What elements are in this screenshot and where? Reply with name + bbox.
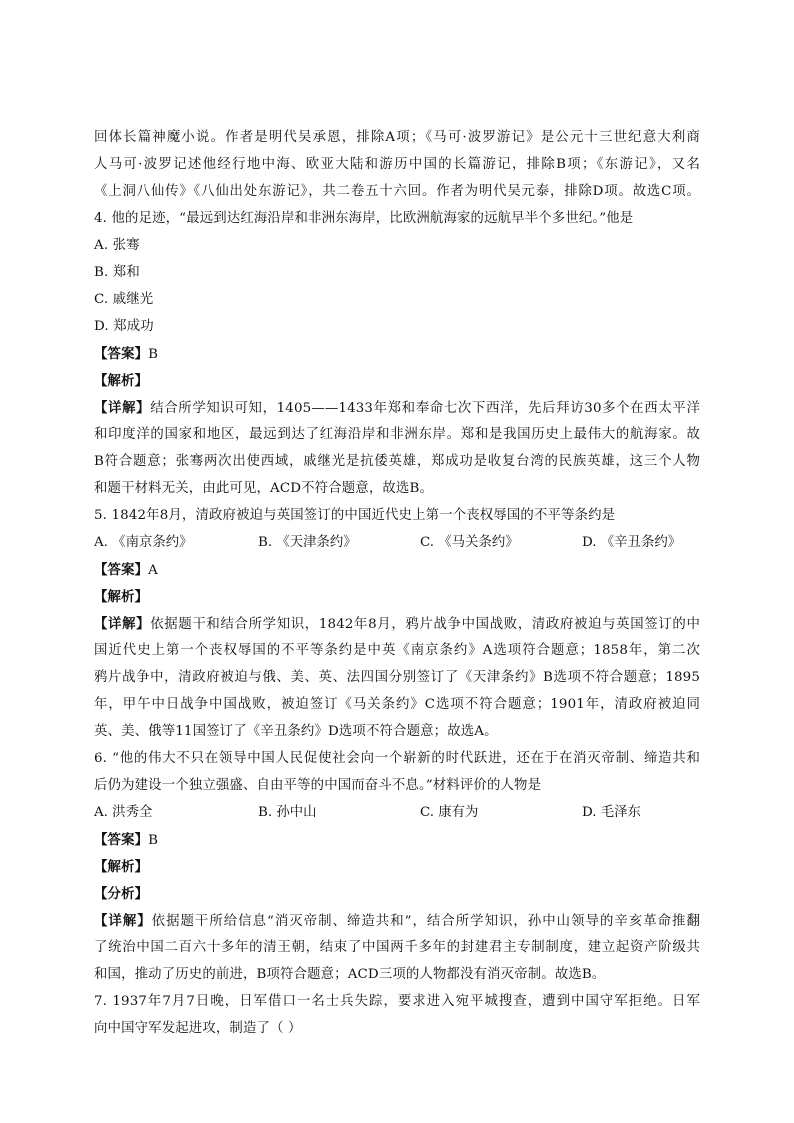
question-6-stem-line-1: 6. “他的伟大不只在领导中国人民促使社会向一个崭新的时代跃进，还在于在消灭帝制、缔造共和 <box>94 751 700 766</box>
text-line: 回体长篇神魔小说。作者是明代吴承恩，排除A项；《马可·波罗游记》是公元十三世纪意大利商 <box>94 130 700 145</box>
question-6-stem-line-2: 后仍为建设一个独立强盛、自由平等的中国而奋斗不息。”材料评价的人物是 <box>94 778 542 793</box>
q5-detail-line-1 <box>94 614 700 635</box>
q4-detail-line-2: 和印度洋的国家和地区，最远到达了红海沿岸和非洲东岸。郑和是我国历史上最伟大的航海家。故 <box>94 427 700 442</box>
q6-analysis-tag: 【解析】 <box>94 859 149 875</box>
answer-value: B <box>148 347 159 362</box>
q5-option-b: B. 《天津条约》 <box>258 535 357 550</box>
q5-option-a: A. 《南京条约》 <box>94 535 193 550</box>
q4-analysis-tag: 【解析】 <box>94 373 149 389</box>
q6-detail-line-1 <box>94 911 700 932</box>
q4-detail-line-3: B符合题意；张骞两次出使西域，戚继光是抗倭英雄，郑成功是收复台湾的民族英雄，这三个人物 <box>94 454 700 469</box>
q5-detail-line-5: 英、美、俄等11国签订了《辛丑条约》D选项不符合题意；故选A。 <box>94 724 498 739</box>
answer-tag: 【答案】 <box>94 562 149 578</box>
question-4-stem: 4. 他的足迹，“最远到达红海沿岸和非洲东海岸，比欧洲航海家的远航早半个多世纪。”他是 <box>94 211 634 226</box>
q5-detail-line-4: 年，甲午中日战争中国战败，被迫签订《马关条约》C选项不符合题意；1901年，清政府被迫同 <box>94 697 700 712</box>
q5-option-c: C. 《马关条约》 <box>420 535 519 550</box>
q4-option-b: B. 郑和 <box>94 265 140 280</box>
q6-option-b: B. 孙中山 <box>258 805 317 820</box>
answer-value: A <box>148 563 158 578</box>
answer-tag: 【答案】 <box>94 832 149 848</box>
q6-fenxi-tag: 【分析】 <box>94 886 149 902</box>
q4-option-d: D. 郑成功 <box>94 319 154 334</box>
text-line: 人马可·波罗记述他经行地中海、欧亚大陆和游历中国的长篇游记，排除B项；《东游记》，又名 <box>94 157 700 172</box>
text-line: 《上洞八仙传》《八仙出处东游记》，共二卷五十六回。作者为明代吴元泰，排除D项。故选C项。 <box>94 184 700 199</box>
detail-tag: 【详解】 <box>94 913 152 929</box>
q5-options <box>94 533 700 553</box>
q4-detail-line-4: 和题干材料无关，由此可见，ACD不符合题意，故选B。 <box>94 481 433 496</box>
detail-tag: 【详解】 <box>94 400 151 416</box>
question-7-stem-line-1: 7. 1937年7月7日晚，日军借口一名士兵失踪，要求进入宛平城搜查，遭到中国守军拒绝。日军 <box>94 994 700 1009</box>
q6-detail-line-3: 和国，推动了历史的前进，B项符合题意；ACD三项的人物都没有消灭帝制。故选B。 <box>94 967 606 982</box>
q5-detail-line-2: 国近代史上第一个丧权辱国的不平等条约是中英《南京条约》A选项符合题意；1858年，第二次 <box>94 643 700 658</box>
q5-answer <box>94 560 700 581</box>
q6-option-c: C. 康有为 <box>420 805 479 820</box>
question-7-stem-line-2: 向中国守军发起进攻，制造了（ ） <box>94 1021 302 1036</box>
detail-text: 依据题干和结合所学知识，1842年8月，鸦片战争中国战败，清政府被迫与英国签订的中 <box>150 617 700 632</box>
q6-option-a: A. 洪秀全 <box>94 805 153 820</box>
q6-answer <box>94 830 700 851</box>
q4-answer <box>94 344 700 365</box>
q5-detail-line-3: 鸦片战争中，清政府被迫与俄、美、英、法四国分别签订了《天津条约》B选项不符合题意；1895 <box>94 670 700 685</box>
q5-option-d: D. 《辛丑条约》 <box>582 535 682 550</box>
detail-tag: 【详解】 <box>94 616 151 632</box>
q5-analysis-tag: 【解析】 <box>94 589 149 605</box>
detail-text: 依据题干所给信息“消灭帝制、缔造共和”，结合所学知识，孙中山领导的辛亥革命推翻 <box>151 914 700 929</box>
q4-option-c: C. 戚继光 <box>94 292 154 307</box>
q6-detail-line-2: 了统治中国二百六十多年的清王朝，结束了中国两千多年的封建君主专制制度，建立起资产阶级共 <box>94 940 700 955</box>
q6-options <box>94 803 700 823</box>
detail-text: 结合所学知识可知，1405——1433年郑和奉命七次下西洋，先后拜访30多个在西太平洋 <box>150 401 700 416</box>
question-5-stem: 5. 1842年8月，清政府被迫与英国签订的中国近代史上第一个丧权辱国的不平等条约是 <box>94 508 616 523</box>
answer-value: B <box>148 833 159 848</box>
q4-detail-line-1 <box>94 398 700 419</box>
q4-option-a: A. 张骞 <box>94 238 140 253</box>
answer-tag: 【答案】 <box>94 346 149 362</box>
q6-option-d: D. 毛泽东 <box>582 805 641 820</box>
